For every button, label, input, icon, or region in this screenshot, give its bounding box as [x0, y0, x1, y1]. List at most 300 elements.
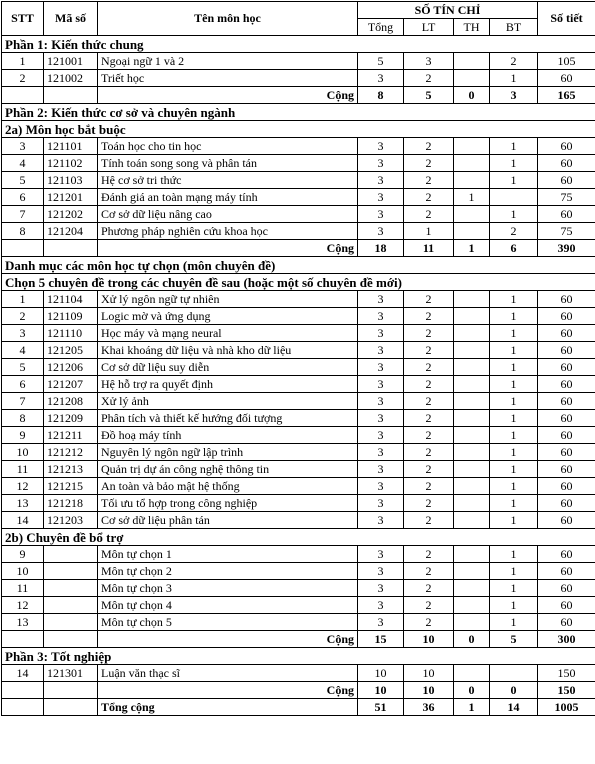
sum-empty [2, 631, 44, 648]
row-code: 121002 [44, 70, 98, 87]
sum-empty [44, 87, 98, 104]
row-name: Học máy và mạng neural [98, 325, 358, 342]
row-total: 3 [358, 308, 404, 325]
row-lt: 2 [404, 546, 454, 563]
sum-th: 0 [454, 682, 490, 699]
row-lt: 3 [404, 53, 454, 70]
row-name: Môn tự chọn 5 [98, 614, 358, 631]
row-bt: 1 [490, 138, 538, 155]
row-total: 3 [358, 614, 404, 631]
row-code: 121208 [44, 393, 98, 410]
sum-periods: 390 [538, 240, 595, 257]
row-lt: 2 [404, 189, 454, 206]
row-th [454, 614, 490, 631]
row-th [454, 342, 490, 359]
row-lt: 2 [404, 172, 454, 189]
row-stt: 10 [2, 444, 44, 461]
row-stt: 13 [2, 495, 44, 512]
row-name: Phương pháp nghiên cứu khoa học [98, 223, 358, 240]
row-total: 3 [358, 342, 404, 359]
row-code: 121206 [44, 359, 98, 376]
row-stt: 3 [2, 325, 44, 342]
row-stt: 12 [2, 478, 44, 495]
part2-section [2, 104, 595, 121]
electives-subtitle-title: Chọn 5 chuyên đề trong các chuyên đề sau (hoặc một số chuyên đề mới) [2, 274, 595, 291]
row-th [454, 461, 490, 478]
row-lt: 2 [404, 206, 454, 223]
row-code: 121104 [44, 291, 98, 308]
row-th: 1 [454, 189, 490, 206]
row-periods: 150 [538, 665, 595, 682]
sum-bt: 3 [490, 87, 538, 104]
row-lt: 2 [404, 308, 454, 325]
table-body [2, 36, 595, 716]
row-code [44, 580, 98, 597]
row-total: 3 [358, 546, 404, 563]
row-lt: 2 [404, 155, 454, 172]
row-stt: 5 [2, 359, 44, 376]
row-periods: 75 [538, 189, 595, 206]
row-code [44, 597, 98, 614]
row-stt: 2 [2, 70, 44, 87]
row-lt: 2 [404, 342, 454, 359]
row-lt: 2 [404, 444, 454, 461]
row-periods: 60 [538, 563, 595, 580]
row-th [454, 410, 490, 427]
row-bt: 1 [490, 376, 538, 393]
row-total: 3 [358, 461, 404, 478]
row-stt: 6 [2, 376, 44, 393]
row-th [454, 444, 490, 461]
sum-label: Cộng [98, 631, 358, 648]
row-bt [490, 189, 538, 206]
row-code: 121101 [44, 138, 98, 155]
row-th [454, 495, 490, 512]
row-name: Luận văn thạc sĩ [98, 665, 358, 682]
table-row [2, 70, 595, 87]
sum-label: Cộng [98, 87, 358, 104]
sum-total: 10 [358, 682, 404, 699]
electives-subtitle [2, 274, 595, 291]
row-lt: 1 [404, 223, 454, 240]
row-periods: 60 [538, 342, 595, 359]
row-bt: 1 [490, 563, 538, 580]
part2a-sum-row [2, 240, 595, 257]
row-stt: 11 [2, 580, 44, 597]
part2-section-title: Phần 2: Kiến thức cơ sở và chuyên ngành [2, 104, 595, 121]
row-th [454, 546, 490, 563]
row-th [454, 138, 490, 155]
row-bt: 1 [490, 614, 538, 631]
table-row [2, 444, 595, 461]
row-total: 3 [358, 393, 404, 410]
part2a-section-title: 2a) Môn học bắt buộc [2, 121, 595, 138]
row-name: Xử lý ngôn ngữ tự nhiên [98, 291, 358, 308]
table-row [2, 138, 595, 155]
row-th [454, 427, 490, 444]
row-th [454, 325, 490, 342]
header-row [2, 2, 595, 19]
row-stt: 1 [2, 291, 44, 308]
row-name: Khai khoáng dữ liệu và nhà kho dữ liệu [98, 342, 358, 359]
row-periods: 60 [538, 546, 595, 563]
row-code [44, 614, 98, 631]
table-row [2, 461, 595, 478]
row-stt: 10 [2, 563, 44, 580]
row-total: 3 [358, 563, 404, 580]
row-th [454, 478, 490, 495]
row-total: 3 [358, 325, 404, 342]
sum-empty [44, 631, 98, 648]
row-name: Logic mờ và ứng dụng [98, 308, 358, 325]
row-lt: 2 [404, 70, 454, 87]
table-row [2, 393, 595, 410]
row-code: 121215 [44, 478, 98, 495]
table-row [2, 427, 595, 444]
curriculum-table [1, 1, 595, 716]
row-total: 3 [358, 597, 404, 614]
header-credits: SỐ TÍN CHỈ [358, 2, 538, 19]
header-total: Tổng [358, 19, 404, 36]
sum-th: 1 [454, 240, 490, 257]
row-th [454, 359, 490, 376]
row-code: 121201 [44, 189, 98, 206]
table-row [2, 597, 595, 614]
row-name: Đồ hoạ máy tính [98, 427, 358, 444]
row-stt: 5 [2, 172, 44, 189]
row-code: 121102 [44, 155, 98, 172]
row-bt: 2 [490, 53, 538, 70]
row-name: Toán học cho tin học [98, 138, 358, 155]
row-lt: 2 [404, 376, 454, 393]
row-lt: 2 [404, 291, 454, 308]
sum-lt: 11 [404, 240, 454, 257]
row-name: Cơ sở dữ liệu nâng cao [98, 206, 358, 223]
row-total: 3 [358, 580, 404, 597]
grand-total-total: 51 [358, 699, 404, 716]
row-code: 121204 [44, 223, 98, 240]
sum-lt: 10 [404, 631, 454, 648]
row-periods: 60 [538, 461, 595, 478]
row-lt: 2 [404, 393, 454, 410]
row-lt: 2 [404, 495, 454, 512]
sum-empty [2, 699, 44, 716]
row-th [454, 665, 490, 682]
table-row [2, 342, 595, 359]
header-th: TH [454, 19, 490, 36]
row-periods: 60 [538, 478, 595, 495]
sum-bt: 6 [490, 240, 538, 257]
row-bt: 1 [490, 427, 538, 444]
grand-total-row [2, 699, 595, 716]
row-code: 121001 [44, 53, 98, 70]
sum-empty [2, 240, 44, 257]
row-periods: 60 [538, 512, 595, 529]
row-bt: 1 [490, 580, 538, 597]
part2b-sum-row [2, 631, 595, 648]
row-lt: 2 [404, 478, 454, 495]
row-bt: 1 [490, 70, 538, 87]
row-stt: 3 [2, 138, 44, 155]
row-code: 121213 [44, 461, 98, 478]
sum-bt: 0 [490, 682, 538, 699]
sum-bt: 5 [490, 631, 538, 648]
row-bt: 1 [490, 155, 538, 172]
row-name: Xử lý ảnh [98, 393, 358, 410]
row-name: Môn tự chọn 4 [98, 597, 358, 614]
row-periods: 60 [538, 376, 595, 393]
header-lt: LT [404, 19, 454, 36]
row-periods: 60 [538, 580, 595, 597]
row-code: 121109 [44, 308, 98, 325]
row-lt: 2 [404, 580, 454, 597]
sum-th: 0 [454, 631, 490, 648]
row-code [44, 563, 98, 580]
table-row [2, 223, 595, 240]
row-lt: 2 [404, 359, 454, 376]
table-row [2, 189, 595, 206]
row-total: 3 [358, 427, 404, 444]
part1-section-title: Phần 1: Kiến thức chung [2, 36, 595, 53]
row-total: 3 [358, 155, 404, 172]
row-periods: 60 [538, 393, 595, 410]
row-bt: 1 [490, 512, 538, 529]
row-periods: 60 [538, 172, 595, 189]
sum-empty [44, 240, 98, 257]
row-total: 3 [358, 512, 404, 529]
row-name: Môn tự chọn 1 [98, 546, 358, 563]
sum-lt: 10 [404, 682, 454, 699]
sum-empty [44, 682, 98, 699]
row-th [454, 597, 490, 614]
row-th [454, 512, 490, 529]
row-total: 3 [358, 376, 404, 393]
part3-section [2, 648, 595, 665]
sum-periods: 150 [538, 682, 595, 699]
row-periods: 60 [538, 206, 595, 223]
row-total: 3 [358, 138, 404, 155]
row-total: 5 [358, 53, 404, 70]
table-row [2, 359, 595, 376]
row-total: 3 [358, 70, 404, 87]
row-stt: 9 [2, 427, 44, 444]
row-periods: 60 [538, 359, 595, 376]
table-row [2, 665, 595, 682]
grand-total-periods: 1005 [538, 699, 595, 716]
row-total: 3 [358, 478, 404, 495]
row-stt: 12 [2, 597, 44, 614]
row-bt: 1 [490, 546, 538, 563]
row-name: Quản trị dự án công nghệ thông tin [98, 461, 358, 478]
row-stt: 2 [2, 308, 44, 325]
row-lt: 2 [404, 597, 454, 614]
row-total: 3 [358, 223, 404, 240]
sum-empty [2, 682, 44, 699]
row-bt [490, 665, 538, 682]
row-bt: 1 [490, 342, 538, 359]
row-name: Cơ sở dữ liệu phân tán [98, 512, 358, 529]
sum-periods: 165 [538, 87, 595, 104]
row-periods: 60 [538, 495, 595, 512]
part3-sum-row [2, 682, 595, 699]
row-name: Tính toán song song và phân tán [98, 155, 358, 172]
part1-sum-row [2, 87, 595, 104]
table-row [2, 308, 595, 325]
row-code: 121209 [44, 410, 98, 427]
row-code: 121205 [44, 342, 98, 359]
row-bt: 1 [490, 410, 538, 427]
header-name: Tên môn học [98, 2, 358, 36]
row-code [44, 546, 98, 563]
row-stt: 9 [2, 546, 44, 563]
part3-section-title: Phần 3: Tốt nghiệp [2, 648, 595, 665]
row-th [454, 206, 490, 223]
sum-periods: 300 [538, 631, 595, 648]
sum-total: 15 [358, 631, 404, 648]
row-code: 121110 [44, 325, 98, 342]
sum-total: 18 [358, 240, 404, 257]
row-periods: 60 [538, 138, 595, 155]
row-total: 10 [358, 665, 404, 682]
row-stt: 6 [2, 189, 44, 206]
row-name: Tối ưu tổ hợp trong công nghiệp [98, 495, 358, 512]
row-bt: 1 [490, 308, 538, 325]
table-row [2, 410, 595, 427]
row-th [454, 308, 490, 325]
row-periods: 60 [538, 308, 595, 325]
row-th [454, 393, 490, 410]
row-periods: 60 [538, 410, 595, 427]
row-lt: 2 [404, 512, 454, 529]
row-periods: 60 [538, 325, 595, 342]
row-periods: 60 [538, 70, 595, 87]
table-row [2, 53, 595, 70]
row-bt: 2 [490, 223, 538, 240]
table-row [2, 580, 595, 597]
row-th [454, 155, 490, 172]
row-lt: 2 [404, 563, 454, 580]
row-lt: 2 [404, 325, 454, 342]
row-code: 121212 [44, 444, 98, 461]
row-th [454, 70, 490, 87]
row-total: 3 [358, 495, 404, 512]
row-stt: 4 [2, 342, 44, 359]
row-name: Cơ sở dữ liệu suy diễn [98, 359, 358, 376]
sum-total: 8 [358, 87, 404, 104]
row-periods: 60 [538, 614, 595, 631]
row-bt: 1 [490, 478, 538, 495]
row-stt: 14 [2, 512, 44, 529]
row-name: Phân tích và thiết kế hướng đối tượng [98, 410, 358, 427]
row-stt: 1 [2, 53, 44, 70]
electives-section [2, 257, 595, 274]
row-name: Nguyên lý ngôn ngữ lập trình [98, 444, 358, 461]
row-code: 121218 [44, 495, 98, 512]
row-bt: 1 [490, 291, 538, 308]
row-lt: 2 [404, 461, 454, 478]
row-th [454, 376, 490, 393]
row-code: 121103 [44, 172, 98, 189]
sum-label: Cộng [98, 682, 358, 699]
table-row [2, 206, 595, 223]
grand-total-label: Tổng cộng [98, 699, 358, 716]
table-row [2, 546, 595, 563]
row-periods: 60 [538, 444, 595, 461]
row-stt: 14 [2, 665, 44, 682]
table-row [2, 376, 595, 393]
row-lt: 2 [404, 614, 454, 631]
part2b-section-title: 2b) Chuyên đề bổ trợ [2, 529, 595, 546]
row-lt: 2 [404, 138, 454, 155]
row-periods: 60 [538, 427, 595, 444]
row-total: 3 [358, 189, 404, 206]
row-bt: 1 [490, 325, 538, 342]
row-stt: 7 [2, 393, 44, 410]
table-row [2, 512, 595, 529]
row-name: Hệ cơ sở tri thức [98, 172, 358, 189]
row-name: Môn tự chọn 3 [98, 580, 358, 597]
part2a-section [2, 121, 595, 138]
row-bt: 1 [490, 444, 538, 461]
row-total: 3 [358, 410, 404, 427]
row-name: Triết học [98, 70, 358, 87]
row-th [454, 580, 490, 597]
row-name: Môn tự chọn 2 [98, 563, 358, 580]
row-lt: 10 [404, 665, 454, 682]
row-periods: 60 [538, 597, 595, 614]
table-row [2, 291, 595, 308]
row-total: 3 [358, 444, 404, 461]
row-bt: 1 [490, 597, 538, 614]
row-th [454, 53, 490, 70]
row-name: Hệ hỗ trợ ra quyết định [98, 376, 358, 393]
header-periods: Số tiết [538, 2, 595, 36]
row-th [454, 291, 490, 308]
table-row [2, 495, 595, 512]
sum-empty [2, 87, 44, 104]
header-bt: BT [490, 19, 538, 36]
row-bt: 1 [490, 359, 538, 376]
row-code: 121301 [44, 665, 98, 682]
table-row [2, 172, 595, 189]
row-stt: 13 [2, 614, 44, 631]
row-lt: 2 [404, 410, 454, 427]
row-code: 121211 [44, 427, 98, 444]
row-stt: 8 [2, 410, 44, 427]
row-bt: 1 [490, 393, 538, 410]
row-bt: 1 [490, 172, 538, 189]
header-code: Mã số [44, 2, 98, 36]
row-total: 3 [358, 359, 404, 376]
row-code: 121207 [44, 376, 98, 393]
table-row [2, 325, 595, 342]
grand-total-bt: 14 [490, 699, 538, 716]
table-row [2, 614, 595, 631]
row-stt: 8 [2, 223, 44, 240]
row-periods: 75 [538, 223, 595, 240]
sum-label: Cộng [98, 240, 358, 257]
row-stt: 7 [2, 206, 44, 223]
sum-empty [44, 699, 98, 716]
row-bt: 1 [490, 206, 538, 223]
header-stt: STT [2, 2, 44, 36]
row-th [454, 223, 490, 240]
row-lt: 2 [404, 427, 454, 444]
row-stt: 11 [2, 461, 44, 478]
electives-section-title: Danh mục các môn học tự chọn (môn chuyên đề) [2, 257, 595, 274]
row-total: 3 [358, 172, 404, 189]
row-total: 3 [358, 291, 404, 308]
